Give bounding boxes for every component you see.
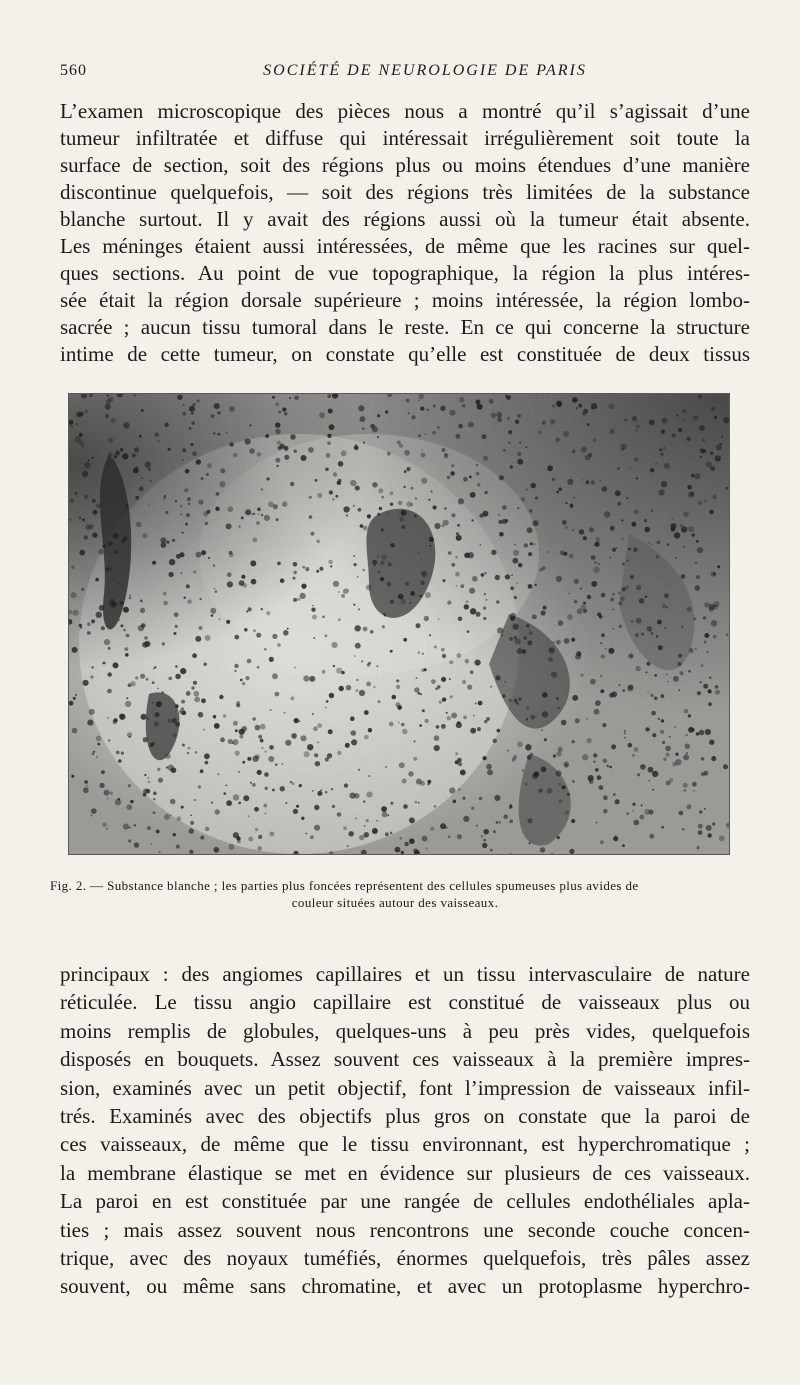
paragraph-1 bbox=[60, 98, 750, 368]
text-line: souvent, ou même sans chromatine, et avec un protoplasme hyperchro- bbox=[60, 1274, 750, 1299]
text-line: Les méninges étaient aussi intéressées, de même que les racines sur quel- bbox=[60, 234, 750, 258]
text-line: ties ; mais assez souvent nous rencontrons une seconde couche concen- bbox=[60, 1217, 750, 1242]
text-line: disposés en bouquets. Assez souvent ces vaisseaux à la première impres- bbox=[60, 1047, 750, 1072]
text-line: intime de cette tumeur, on constate qu’elle est constituée de deux tissus bbox=[60, 342, 750, 366]
micrograph-figure bbox=[68, 393, 730, 855]
text-line: trés. Examinés avec des objectifs plus gros on constate que la paroi de bbox=[60, 1104, 750, 1129]
text-line: sée était la région dorsale supérieure ; moins intéressée, la région lombo- bbox=[60, 288, 750, 312]
text-line: ques sections. Au point de vue topographique, la région la plus intéres- bbox=[60, 261, 750, 285]
text-line: surface de section, soit des régions plus ou moins étendues d’une manière bbox=[60, 153, 750, 177]
text-line: sacrée ; aucun tissu tumoral dans le reste. En ce qui concerne la structure bbox=[60, 315, 750, 339]
text-line: tumeur infiltratée et diffuse qui intéressait irrégulièrement soit toute la bbox=[60, 126, 750, 150]
text-line: réticulée. Le tissu angio capillaire est constitué de vaisseaux plus ou bbox=[60, 990, 750, 1015]
running-title: SOCIÉTÉ DE NEUROLOGIE DE PARIS bbox=[263, 62, 587, 79]
page-header bbox=[60, 62, 750, 86]
text-line: ces vaisseaux, de même que le tissu environnant, est hyperchromatique ; bbox=[60, 1132, 750, 1157]
text-line: blanche surtout. Il y avait des régions aussi où la tumeur était absente. bbox=[60, 207, 750, 231]
text-line: la membrane élastique se met en évidence sur plusieurs de ces vaisseaux. bbox=[60, 1160, 750, 1185]
text-line: trique, avec des noyaux tuméfiés, énormes quelquefois, très pâles assez bbox=[60, 1246, 750, 1271]
text-line: discontinue quelquefois, — soit des régions très limitées de la substance bbox=[60, 180, 750, 204]
text-line: La paroi en est constituée par une rangée de cellules endothéliales apla- bbox=[60, 1189, 750, 1214]
text-line: principaux : des angiomes capillaires et un tissu intervasculaire de nature bbox=[60, 962, 750, 986]
paragraph-2 bbox=[60, 960, 750, 1301]
text-line: moins remplis de globules, quelques-uns à peu près vides, quelquefois bbox=[60, 1018, 750, 1043]
caption-line: couleur situées autour des vaisseaux. bbox=[291, 895, 499, 910]
text-line: L’examen microscopique des pièces nous a montré qu’il s’agissait d’une bbox=[60, 99, 750, 123]
text-line: sion, examinés avec un petit objectif, font l’impression de vaisseaux infil- bbox=[60, 1075, 750, 1100]
caption-line: Fig. 2. — Substance blanche ; les parties plus foncées représentent des cellules spumeuses plus avides de bbox=[50, 878, 639, 893]
figure-caption bbox=[50, 878, 740, 911]
page-number: 560 bbox=[60, 62, 87, 79]
micrograph-image bbox=[69, 394, 729, 854]
